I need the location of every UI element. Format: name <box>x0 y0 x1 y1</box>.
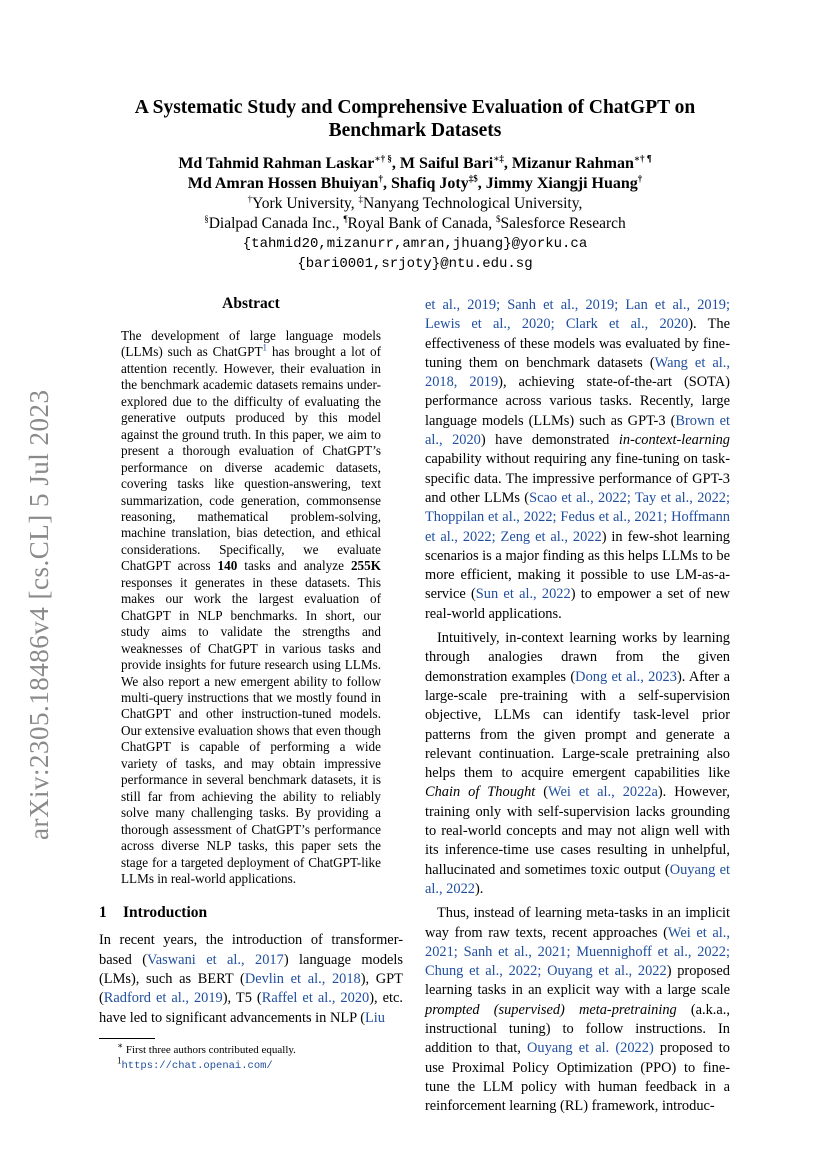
footnote-ref-link[interactable]: 1 <box>262 343 268 354</box>
right-column <box>425 296 730 1121</box>
citation-link[interactable]: Liu <box>365 1009 385 1026</box>
emphasis: Chain of Thought <box>425 784 536 801</box>
citation-link[interactable]: Devlin et al., 2018 <box>244 971 361 987</box>
footnote-text: First three authors contributed equally. <box>123 1044 296 1056</box>
title-line-2: Benchmark Datasets <box>328 120 502 141</box>
emphasis: in-context-learning <box>618 432 730 449</box>
affiliation-text: Salesforce Research <box>500 215 626 232</box>
citation-link[interactable]: Raffel et al., 2020 <box>261 990 370 1007</box>
citation-link[interactable]: et al., 2019; Sanh et al., 2019; Lan et al., 2019; Lewis et al., 2020; Clark et al., 2020 <box>425 297 730 333</box>
citation-link[interactable]: Scao et al., 2022; Tay et al., 2022; Thoppilan et al., 2022; Fedus et al., 2021; Hoffmann et al., 2022; Zeng et al., 2022 <box>425 489 730 545</box>
author-name: Md Amran Hossen Bhuiyan <box>187 175 379 192</box>
body-text: ), etc. have led to significant advancements in NLP ( <box>99 990 403 1026</box>
citation-link[interactable]: Wei et al., 2021; Sanh et al., 2021; Muennighoff et al., 2022; Chung et al., 2022; Ouyang et al., 2022 <box>425 924 730 980</box>
affiliation-text: Royal Bank of Canada, <box>347 215 497 232</box>
abstract-text: tasks and analyze <box>237 558 351 574</box>
section-number: 1 <box>99 904 107 922</box>
body-text: ) in few-shot learning scenarios is a major finding as this helps LLMs to be more efficient, making it possible to use LM-as-a-service ( <box>425 528 731 603</box>
body-text: proposed to use Proximal Policy Optimization (PPO) to fine-tune the LLM policy with human feedback in a reinforcement learning (RL) framework, introduc- <box>425 1040 730 1115</box>
arxiv-identifier-stamp: arXiv:2305.18486v4 [cs.CL] 5 Jul 2023 <box>24 389 54 840</box>
abstract-text: The development of large language models (LLMs) such as ChatGPT <box>121 328 381 360</box>
author-marks: † <box>378 173 383 184</box>
paragraph-3 <box>425 904 730 1116</box>
author-marks: ∗† ¶ <box>633 153 652 164</box>
citation-link[interactable]: Dong et al., 2023 <box>575 668 677 685</box>
response-count: 255K <box>350 558 381 574</box>
body-text: Intuitively, in-context learning works by learning through analogies drawn from the given demonstration examples ( <box>425 630 730 685</box>
introduction-heading <box>99 903 403 923</box>
affiliation-mark: † <box>247 193 253 204</box>
body-text: ) language models (LMs), such as BERT ( <box>99 951 404 987</box>
affiliation-line-2 <box>100 214 730 234</box>
affiliation-mark: § <box>204 213 209 224</box>
body-text: ). The effectiveness of these models was evaluated by fine-tuning them on benchmark datasets ( <box>425 316 730 371</box>
email-line-2: {bari0001,srjoty}@ntu.edu.sg <box>297 256 533 272</box>
citation-link[interactable]: Brown et al., 2020 <box>425 412 730 449</box>
author-marks: † <box>637 173 643 184</box>
author-name: , Jimmy Xiangji Huang <box>477 175 638 192</box>
introduction-paragraph <box>99 931 403 1027</box>
email-line-1: {tahmid20,mizanurr,amran,jhuang}@yorku.ca <box>242 236 588 252</box>
body-text: ), achieving state-of-the-art (SOTA) performance across various tasks. Recently, large language models (LLMs) such as GPT-3 ( <box>425 374 730 429</box>
author-list <box>100 154 730 194</box>
abstract-text: has brought a lot of attention recently. However, their evaluation in the benchmark academic datasets remains under-explored due to the difficulty of evaluating the generative outputs produced by this model against the ground truth. In this paper, we aim to present a thorough evaluation of ChatGPT’s performance on diverse academic datasets, covering tasks like question-answering, text summarization, code generation, commonsense reasoning, mathematical problem-solving, machine translation, bias detection, and ethical considerations. Specifically, we evaluate ChatGPT across <box>121 344 381 574</box>
affiliation-mark: $ <box>496 213 501 224</box>
title-block <box>100 96 730 274</box>
footnotes <box>99 1038 403 1074</box>
footnote-mark: 1 <box>117 1055 122 1066</box>
body-text: ) to empower a set of new real-world applications. <box>425 586 731 622</box>
footnote-1 <box>99 1040 403 1058</box>
body-text: In recent years, the introduction of transformer-based ( <box>99 932 403 968</box>
emphasis: prompted (supervised) meta-pretraining <box>425 1001 677 1018</box>
affiliation-mark: ‡ <box>358 193 364 204</box>
author-marks: ∗‡ <box>493 153 504 164</box>
body-text: ). After a large-scale pre-training with a self-supervision objective, LLMs can identify task-level prior patterns from the given prompt and generate a relevant continuation. Large-scale pretraining also helps them to acquire emergent capabilities like <box>425 668 730 782</box>
paragraph-1 <box>425 296 730 624</box>
footnote-divider <box>99 1038 155 1039</box>
author-name: , M Saiful Bari <box>391 155 494 172</box>
affiliation-mark: ¶ <box>343 213 348 224</box>
footnote-2 <box>99 1055 403 1074</box>
citation-link[interactable]: Ouyang et al., 2022 <box>425 861 730 897</box>
citation-link[interactable]: Ouyang et al. (2022) <box>526 1040 654 1057</box>
author-name: , Shafiq Joty <box>382 175 469 192</box>
author-marks: ‡$ <box>468 173 478 184</box>
affiliation-text: Nanyang Technological University, <box>363 195 583 212</box>
citation-link[interactable]: Vaswani et al., 2017 <box>147 951 284 968</box>
paper-title <box>100 96 730 142</box>
body-text: ) proposed learning tasks in an explicit way with a large scale <box>425 963 730 999</box>
body-text: (a.k.a., instructional tuning) to follow instructions. In addition to that, <box>425 1001 730 1057</box>
footnote-url-link[interactable]: https://chat.openai.com/ <box>121 1060 273 1072</box>
citation-link[interactable]: Radford et al., 2019 <box>103 990 223 1007</box>
citation-link[interactable]: Sun et al., 2022 <box>475 586 571 603</box>
abstract-heading: Abstract <box>222 295 280 312</box>
paragraph-2 <box>425 629 730 899</box>
body-text: ), GPT ( <box>99 971 403 1007</box>
author-name: Md Tahmid Rahman Laskar <box>178 155 375 172</box>
task-count: 140 <box>217 558 238 574</box>
author-marks: ∗† § <box>374 153 392 164</box>
body-text: ). However, training only with self-supervision lacks grounding to real-world concepts and may not align well with its inference-time use cases resulting in unhelpful, hallucinated and sometimes toxic output ( <box>425 784 730 878</box>
body-text: capability without requiring any fine-tuning on task-specific data. The impressive performance of GPT-3 and other LLMs ( <box>425 451 730 506</box>
left-column <box>99 294 403 1028</box>
author-name: , Mizanur Rahman <box>503 155 634 172</box>
affiliation-text: Dialpad Canada Inc., <box>208 215 344 232</box>
section-title: Introduction <box>123 904 208 922</box>
affiliation-text: York University, <box>252 195 359 212</box>
footnote-mark: ∗ <box>117 1040 124 1051</box>
affiliation-line-1 <box>100 194 730 214</box>
citation-link[interactable]: Wang et al., 2018, 2019 <box>425 354 730 391</box>
body-text: Thus, instead of learning meta-tasks in an implicit way from raw texts, recent approaches ( <box>425 905 730 941</box>
citation-link[interactable]: Wei et al., 2022a <box>548 784 658 801</box>
body-text: ). <box>474 880 484 897</box>
body-text: ( <box>535 784 549 801</box>
title-line-1: A Systematic Study and Comprehensive Evaluation of ChatGPT on <box>134 97 696 118</box>
abstract-body <box>121 328 381 887</box>
abstract-text: responses it generates in these datasets. This makes our work the largest evaluation of ChatGPT in NLP benchmarks. In short, our study aims to validate the strengths and weaknesses of ChatGPT in various tasks and provide insights for future research using LLMs. We also report a new emergent ability to follow multi-query instructions that we mostly found in ChatGPT and other instruction-tuned models. Our extensive evaluation shows that even though ChatGPT is capable of performing a wide variety of tasks, and may obtain impressive performance in several benchmark datasets, it is still far from achieving the ability to reliably solve many challenging tasks. By providing a thorough assessment of ChatGPT’s performance across diverse NLP tasks, this paper sets the stage for a targeted deployment of ChatGPT-like LLMs in real-world applications. <box>121 574 381 886</box>
body-text: ) have demonstrated <box>480 432 619 449</box>
body-text: ), T5 ( <box>222 990 262 1007</box>
